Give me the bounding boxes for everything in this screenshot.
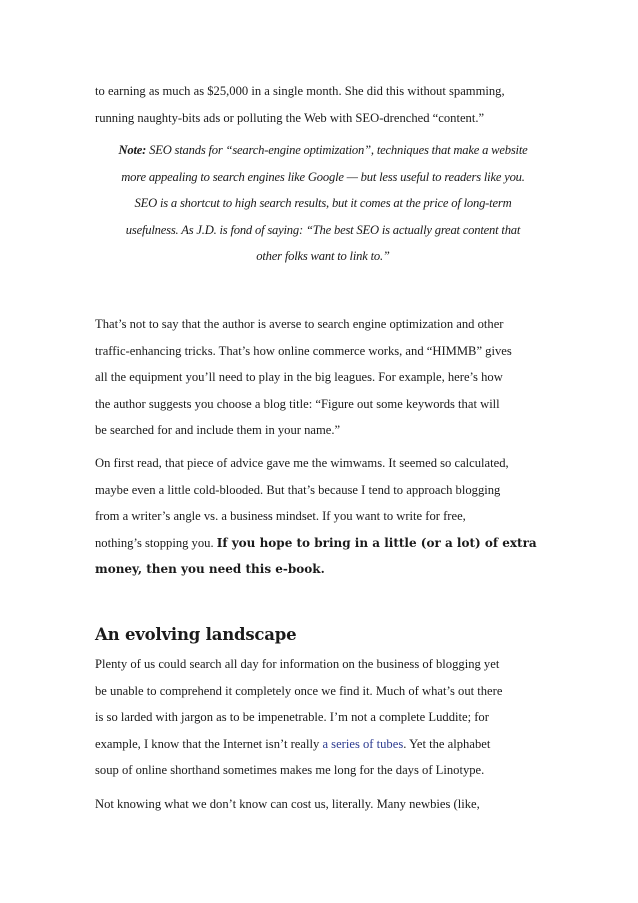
paragraph-seo-tricks: [95, 311, 555, 444]
text-line: soup of online shorthand sometimes makes me long for the days of Linotype.: [95, 763, 485, 778]
note-text: SEO stands for “search-engine optimization”, techniques that make a website: [146, 143, 528, 157]
text-line: Plenty of us could search all day for information on the business of blogging yet: [95, 657, 500, 671]
paragraph-newbies: [95, 791, 555, 818]
text-line: be searched for and include them in your name.”: [95, 423, 341, 438]
text-line: [95, 556, 555, 583]
paragraph-earnings: [95, 78, 555, 131]
section-heading: An evolving landscape: [95, 625, 297, 644]
text-span: example, I know that the Internet isn’t really: [95, 736, 323, 751]
bold-callout: money, then you need this e-book.: [95, 562, 325, 577]
text-line: be unable to comprehend it completely once we find it. Much of what’s out there: [95, 683, 503, 698]
note-line: usefulness. As J.D. is fond of saying: “The best SEO is actually great content that: [125, 222, 521, 237]
text-line: to earning as much as $25,000 in a single month. She did this without spamming,: [95, 84, 505, 98]
note-label: Note:: [118, 143, 147, 157]
text-line: [95, 530, 555, 557]
note-line: SEO is a shortcut to high search results, but it comes at the price of long-term: [134, 196, 512, 211]
text-line: running naughty-bits ads or polluting the Web with SEO-drenched “content.”: [95, 110, 485, 125]
paragraph-first-read: [95, 450, 555, 583]
note-line: other folks want to link to.”: [256, 249, 390, 264]
text-line: is so larded with jargon as to be impenetrable. I’m not a complete Luddite; for: [95, 710, 489, 725]
text-span: nothing’s stopping you.: [95, 535, 217, 550]
text-line: On first read, that piece of advice gave me the wimwams. It seemed so calculated,: [95, 456, 509, 470]
bold-callout: If you hope to bring in a little (or a lot) of extra: [216, 535, 537, 550]
text-line: maybe even a little cold-blooded. But that’s because I tend to approach blogging: [95, 482, 501, 497]
note-line: [88, 137, 558, 164]
paragraph-jargon: [95, 651, 555, 784]
text-line: traffic-enhancing tricks. That’s how online commerce works, and “HIMMB” gives: [95, 343, 512, 358]
seo-note: [88, 137, 558, 270]
series-of-tubes-link[interactable]: a series of tubes: [322, 736, 404, 751]
text-line: the author suggests you choose a blog title: “Figure out some keywords that will: [95, 396, 500, 411]
text-line: [95, 731, 555, 758]
text-line: Not knowing what we don’t know can cost us, literally. Many newbies (like,: [95, 797, 480, 811]
text-line: That’s not to say that the author is averse to search engine optimization and other: [95, 317, 504, 331]
text-line: from a writer’s angle vs. a business mindset. If you want to write for free,: [95, 509, 466, 524]
note-line: more appealing to search engines like Google — but less useful to readers like you.: [121, 169, 525, 184]
text-span: . Yet the alphabet: [403, 736, 491, 751]
text-line: all the equipment you’ll need to play in the big leagues. For example, here’s how: [95, 370, 503, 385]
